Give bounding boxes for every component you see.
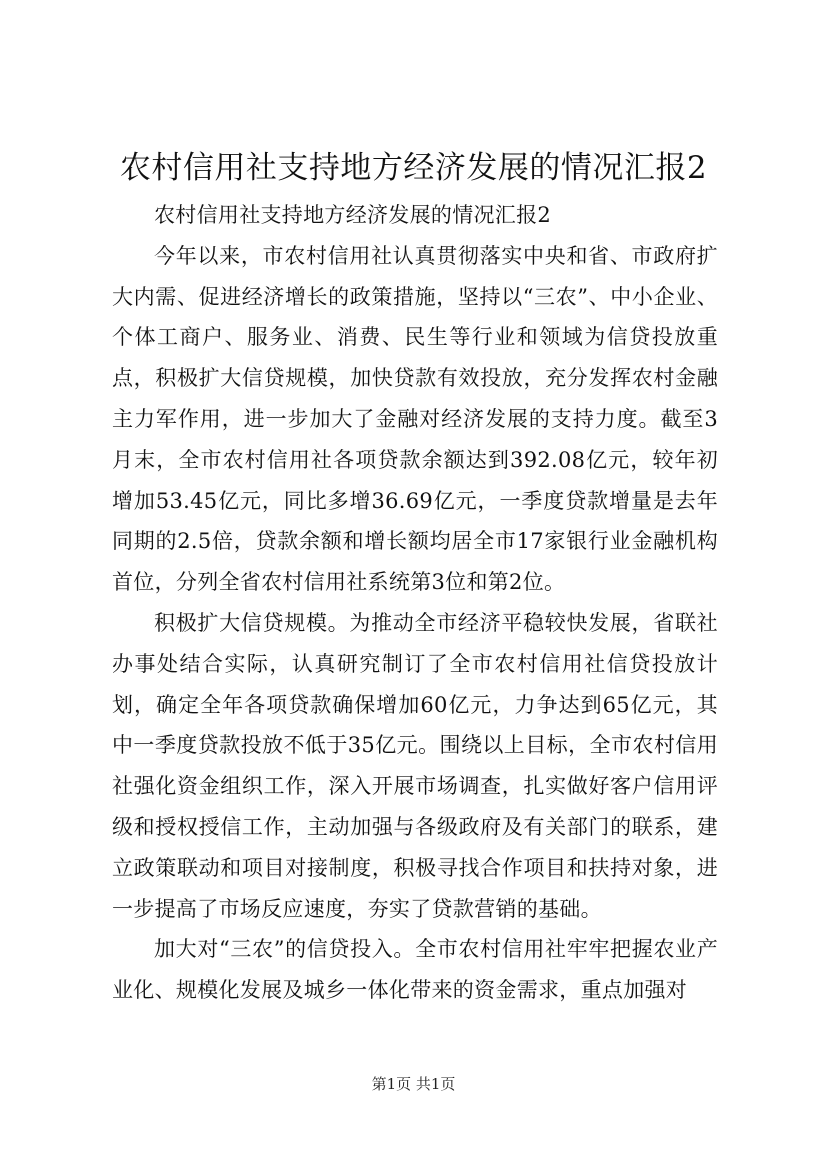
document-subtitle: 农村信用社支持地方经济发展的情况汇报2 — [154, 203, 552, 227]
paragraph-credit-scale: 积极扩大信贷规模。为推动全市经济平稳较快发展，省联社办事处结合实际，认真研究制订了全市农村信用社信贷投放计划，确定全年各项贷款确保增加60亿元，力争达到65亿元，其中一季度贷款投放不低于35亿元。围绕以上目标，全市农村信用社强化资金组织工作，深入开展市场调查，扎实做好客户信用评级和授权授信工作，主动加强与各级政府及有关部门的联系，建立政策联动和项目对接制度，积极寻找合作项目和扶持对象，进一步提高了市场反应速度，夯实了贷款营销的基础。 — [112, 610, 718, 921]
document-title: 农村信用社支持地方经济发展的情况汇报2 — [119, 150, 708, 186]
document-body — [112, 195, 718, 1011]
page-footer: 第1页 共1页 — [371, 1075, 456, 1093]
paragraph-intro: 今年以来，市农村信用社认真贯彻落实中央和省、市政府扩大内需、促进经济增长的政策措施，坚持以“三农”、中小企业、个体工商户、服务业、消费、民生等行业和领域为信贷投放重点，积极扩大信贷规模，加快贷款有效投放，充分发挥农村金融主力军作用，进一步加大了金融对经济发展的支持力度。截至3月末，全市农村信用社各项贷款余额达到392.08亿元，较年初增加53.45亿元，同比多增36.69亿元，一季度贷款增量是去年同期的2.5倍，贷款余额和增长额均居全市17家银行业金融机构首位，分列全省农村信用社系统第3位和第2位。 — [112, 243, 718, 595]
paragraph-agriculture: 加大对“三农”的信贷投入。全市农村信用社牢牢把握农业产业化、规模化发展及城乡一体化带来的资金需求，重点加强对 — [112, 937, 718, 1003]
